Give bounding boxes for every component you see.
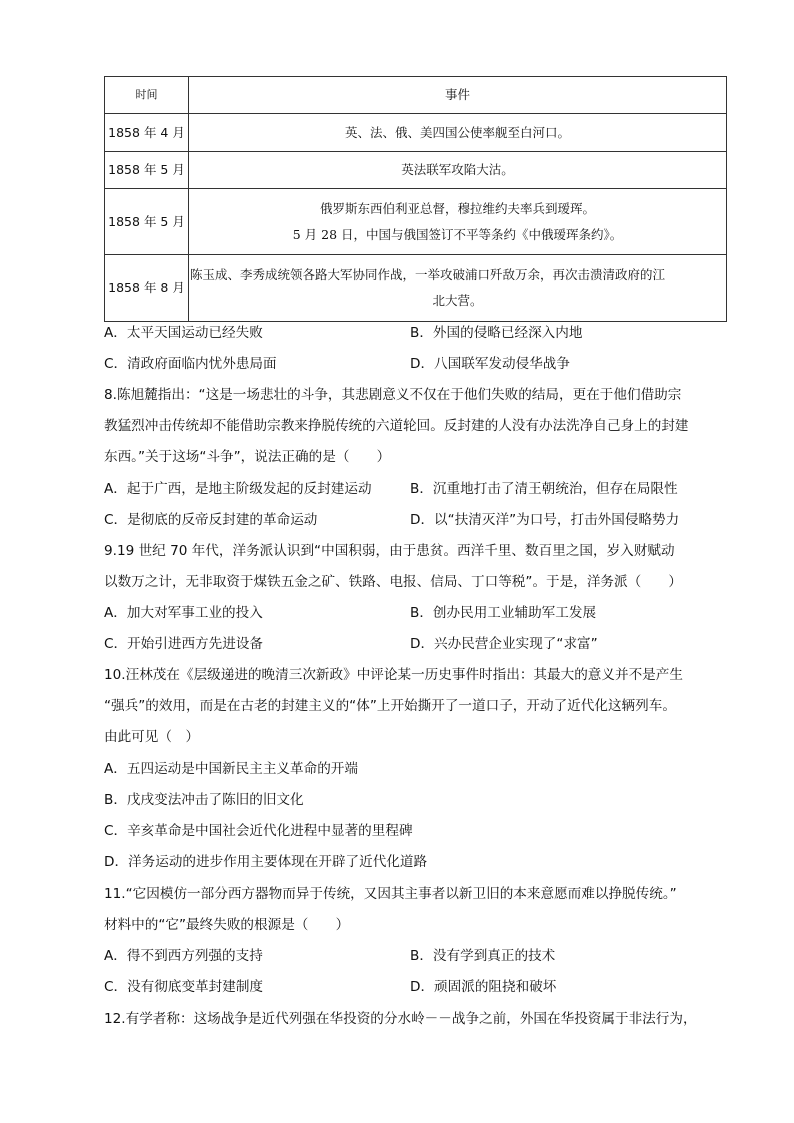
q9-option-c: C．开始引进西方先进设备 (104, 636, 264, 652)
table-row (105, 189, 727, 255)
q10-option-c: C．辛亥革命是中国社会近代化进程中显著的里程碑 (104, 823, 413, 839)
q7-option-a: A．太平天国运动已经失败 (104, 325, 263, 341)
row-event (189, 255, 727, 322)
q11-option-c: C．没有彻底变革封建制度 (104, 979, 264, 995)
q7-option-b: B．外国的侵略已经深入内地 (410, 325, 583, 341)
q8-stem-line: 东西。”关于这场“斗争”，说法正确的是（ ） (104, 449, 391, 465)
row-time: 1858 年 5 月 (105, 189, 189, 255)
q9-stem-line: 9.19 世纪 70 年代，洋务派认识到“中国积弱，由于患贫。西洋千里、数百里之国，岁入财赋动 (104, 543, 675, 559)
row-event (189, 152, 727, 189)
table-header-row (105, 77, 727, 114)
row-time: 1858 年 4 月 (105, 114, 189, 152)
row-event (189, 114, 727, 152)
header-time: 时间 (105, 77, 189, 114)
q10-stem-line: 10.汪林茂在《层级递进的晚清三次新政》中评论某一历史事件时指出：其最大的意义并不是产生 (104, 667, 683, 683)
q8-option-b: B．沉重地打击了清王朝统治，但存在局限性 (410, 481, 678, 497)
q11-stem-line: 材料中的“它”最终失败的根源是（ ） (104, 917, 350, 933)
q8-stem-line: 教猛烈冲击传统却不能借助宗教来挣脱传统的六道轮回。反封建的人没有办法洗净自己身上的封建 (104, 418, 689, 434)
event-line: 北大营。 (432, 293, 483, 308)
q8-option-d: D．以“扶清灭洋”为口号，打击外国侵略势力 (410, 512, 680, 528)
q9-stem-line: 以数万之计，无非取资于煤铁五金之矿、铁路、电报、信局、丁口等税”。于是，洋务派（ ） (104, 574, 682, 590)
q11-option-a: A．得不到西方列强的支持 (104, 948, 263, 964)
q7-option-c: C．清政府面临内忧外患局面 (104, 356, 277, 372)
table-row (105, 114, 727, 152)
history-events-table (104, 76, 727, 322)
q7-option-d: D．八国联军发动侵华战争 (410, 356, 570, 372)
q10-stem-line: “强兵”的效用，而是在古老的封建主义的“体”上开始撕开了一道口子，开动了近代化这辆列车。 (104, 698, 676, 714)
q10-option-d: D．洋务运动的进步作用主要体现在开辟了近代化道路 (104, 854, 428, 870)
q10-option-b: B．戊戌变法冲击了陈旧的旧文化 (104, 792, 304, 808)
q9-option-d: D．兴办民营企业实现了“求富” (410, 636, 598, 652)
row-time: 1858 年 5 月 (105, 152, 189, 189)
table-row (105, 152, 727, 189)
q11-option-d: D．顽固派的阻挠和破坏 (410, 979, 557, 995)
row-event (189, 189, 727, 255)
q9-option-b: B．创办民用工业辅助军工发展 (410, 605, 597, 621)
header-event: 事件 (189, 77, 727, 114)
event-line: 英法联军攻陷大沽。 (401, 162, 514, 177)
event-line: 俄罗斯东西伯利亚总督，穆拉维约夫率兵到瑷珲。 (319, 200, 595, 216)
q8-option-a: A．起于广西，是地主阶级发起的反封建运动 (104, 481, 372, 497)
q11-option-b: B．没有学到真正的技术 (410, 948, 556, 964)
event-line: 英、法、俄、美四国公使率舰至白河口。 (344, 124, 570, 140)
row-time: 1858 年 8 月 (105, 255, 189, 322)
q10-option-a: A．五四运动是中国新民主主义革命的开端 (104, 761, 358, 777)
q10-stem-line: 由此可见（ ） (104, 729, 200, 745)
q11-stem-line: 11.“它因模仿一部分西方器物而异于传统，又因其主事者以新卫旧的本来意愿而难以挣脱传统。” (104, 886, 677, 902)
q12-stem-line: 12.有学者称：这场战争是近代列强在华投资的分水岭－－战争之前，外国在华投资属于非法行为， (104, 1011, 697, 1027)
q8-option-c: C．是彻底的反帝反封建的革命运动 (104, 512, 318, 528)
table-row (105, 255, 727, 322)
event-line: 陈玉成、李秀成统领各路大军协同作战，一举攻破浦口歼敌万余，再次击溃清政府的江 (190, 267, 666, 282)
event-line: 5 月 28 日，中国与俄国签订不平等条约《中俄瑷珲条约》。 (292, 226, 623, 242)
q8-stem-line: 8.陈旭麓指出：“这是一场悲壮的斗争，其悲剧意义不仅在于他们失败的结局，更在于他们借助宗 (104, 387, 682, 403)
q9-option-a: A．加大对军事工业的投入 (104, 605, 263, 621)
